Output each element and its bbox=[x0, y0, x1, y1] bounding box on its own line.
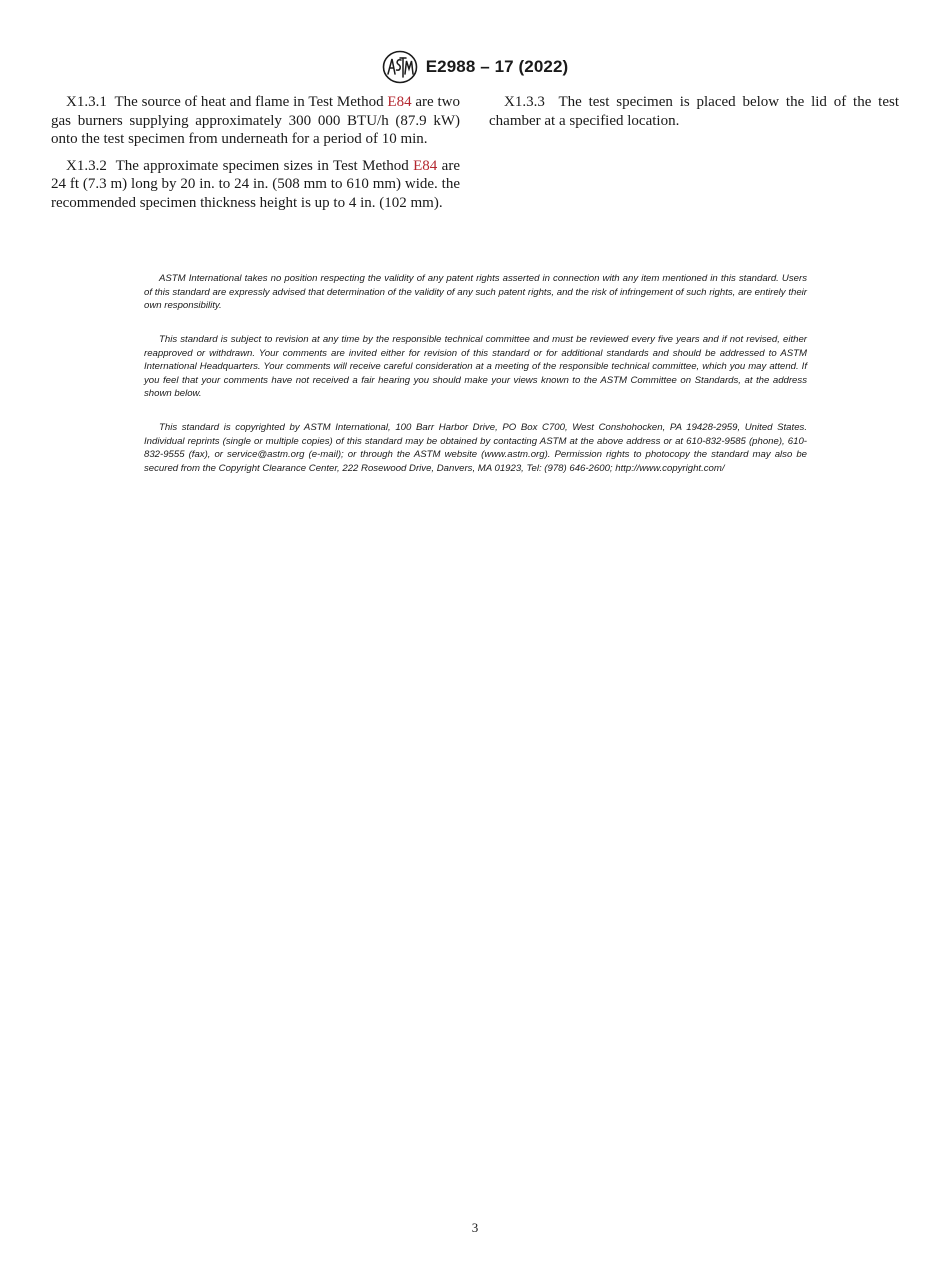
page-header bbox=[0, 50, 950, 84]
section-text: The source of heat and flame in Test Method bbox=[114, 94, 388, 110]
copyright-notice: This standard is copyrighted by ASTM International, 100 Barr Harbor Drive, PO Box C700, West Conshohocken, PA 19428-2959, United States. Individual reprints (single or multiple copies) of this standard may be obtained by contacting ASTM at the above address or at 610-832-9585 (phone), 610-832-9555 (fax), or service@astm.org (e-mail); or through the ASTM website (www.astm.org). Permission rights to photocopy the standard may also be secured from the Copyright Clearance Center, 222 Rosewood Drive, Danvers, MA 01923, Tel: (978) 646-2600; http://www.copyright.com/ bbox=[144, 422, 807, 474]
section-x1-3-1 bbox=[51, 93, 460, 149]
e84-reference-link[interactable]: E84 bbox=[387, 94, 412, 110]
standard-designation: E2988 – 17 (2022) bbox=[425, 57, 569, 76]
revision-notice: This standard is subject to revision at any time by the responsible technical committee and must be reviewed every five years and if not revised, either reapproved or withdrawn. Your comments are invited either for revision of this standard or for additional standards and should be addressed to ASTM International Headquarters. Your comments will receive careful consideration at a meeting of the responsible technical committee, which you may attend. If you feel that your comments have not received a fair hearing you should make your views known to the ASTM Committee on Standards, at the address shown below. bbox=[144, 334, 807, 400]
astm-logo-icon bbox=[382, 50, 418, 84]
section-number: X1.3.3 bbox=[504, 94, 545, 110]
left-column bbox=[51, 93, 460, 221]
section-number: X1.3.2 bbox=[66, 157, 107, 174]
section-text: The test specimen is placed below the lid of the test chamber at a specified location. bbox=[489, 94, 899, 129]
section-x1-3-2 bbox=[51, 157, 460, 213]
section-number: X1.3.1 bbox=[66, 94, 107, 110]
right-column bbox=[489, 93, 899, 138]
section-x1-3-3 bbox=[489, 93, 899, 130]
section-text: The approximate specimen sizes in Test Method bbox=[115, 157, 414, 174]
e84-reference-link[interactable]: E84 bbox=[413, 157, 438, 174]
patent-notice: ASTM International takes no position respecting the validity of any patent rights asserted in connection with any item mentioned in this standard. Users of this standard are expressly advised that determination of the validity of any such patent rights, and the risk of infringement of such rights, are entirely their own responsibility. bbox=[144, 273, 807, 312]
section-text: are two gas burners supplying approximately 300 000 BTU/h (87.9 kW) onto the test specimen from underneath for a period of 10 min. bbox=[51, 94, 461, 148]
page-number: 3 bbox=[471, 1220, 479, 1235]
section-text: are 24 ft (7.3 m) long by 20 in. to 24 in. (508 mm to 610 mm) wide. the recommended specimen thickness height is up to 4 in. (102 mm). bbox=[51, 157, 460, 211]
